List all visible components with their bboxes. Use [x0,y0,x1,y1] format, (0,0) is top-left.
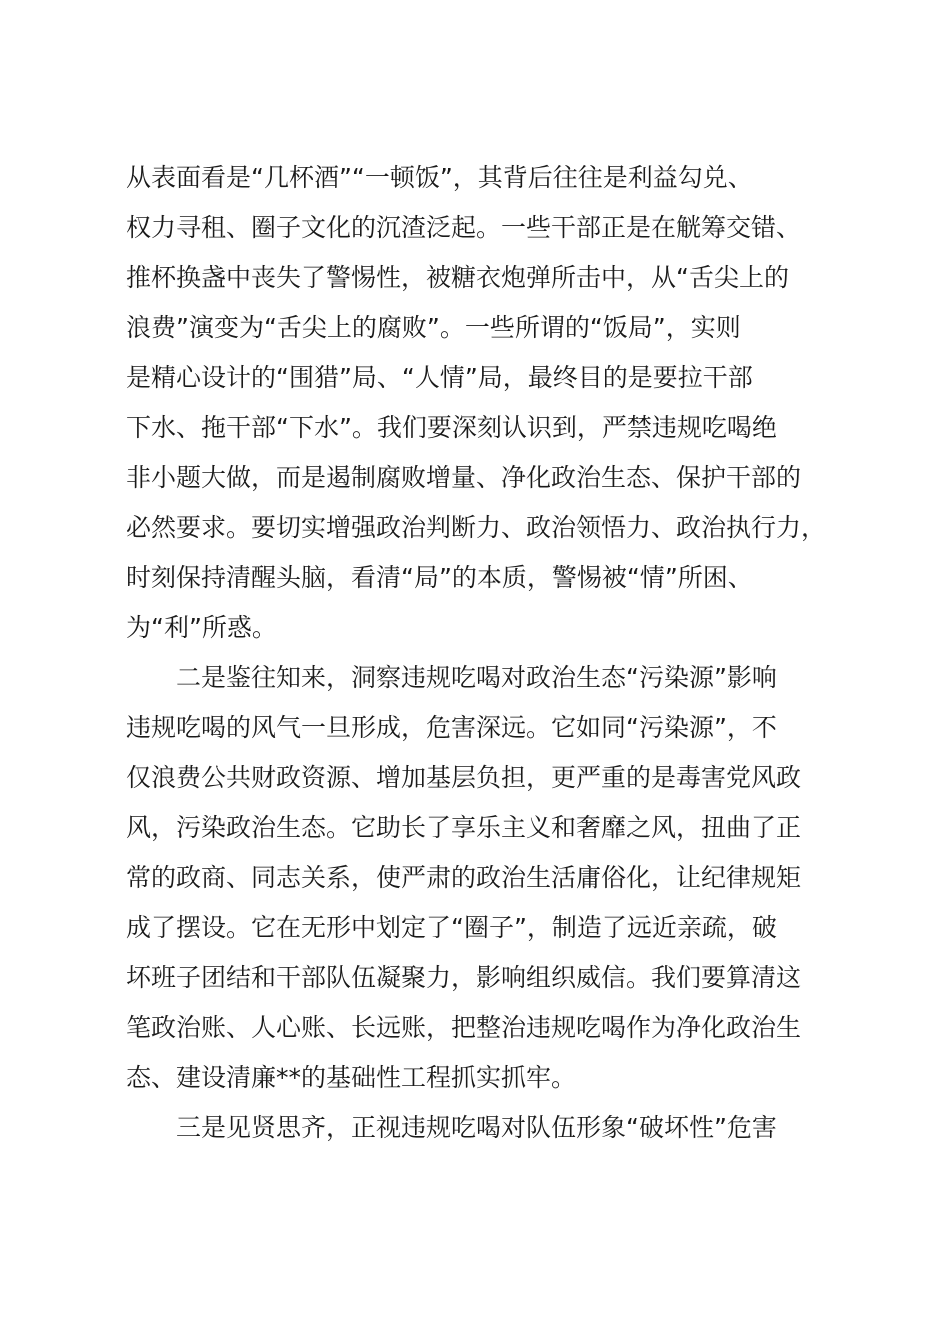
text-line: 违规吃喝的风气一旦形成，危害深远。它如同“污染源”，不 [126,713,777,742]
text-line: 笔政治账、人心账、长远账，把整治违规吃喝作为净化政治生 [126,1013,802,1042]
text-line: 为“利”所惑。 [126,613,277,642]
text-line: 仅浪费公共财政资源、增加基层负担，更严重的是毒害党风政 [126,763,802,792]
text-line: 浪费”演变为“舌尖上的腐败”。一些所谓的“饭局”，实则 [126,313,741,342]
section-heading: 三是见贤思齐，正视违规吃喝对队伍形象“破坏性”危害 [126,1113,777,1142]
text-line: 时刻保持清醒头脑，看清“局”的本质，警惕被“情”所困、 [126,563,753,592]
text-line: 下水、拖干部“下水”。我们要深刻认识到，严禁违规吃喝绝 [126,413,777,442]
body-text [126,153,866,1153]
section-heading: 二是鉴往知来，洞察违规吃喝对政治生态“污染源”影响 [126,663,777,692]
text-line: 推杯换盏中丧失了警惕性，被糖衣炮弹所击中，从“舌尖上的 [126,263,789,292]
text-line: 态、建设清廉**的基础性工程抓实抓牢。 [126,1063,577,1092]
text-line: 坏班子团结和干部队伍凝聚力，影响组织威信。我们要算清这 [126,963,802,992]
text-line: 从表面看是“几杯酒”“一顿饭”，其背后往往是利益勾兑、 [126,163,753,192]
text-line: 权力寻租、圈子文化的沉渣泛起。一些干部正是在觥筹交错、 [126,213,802,242]
text-line: 成了摆设。它在无形中划定了“圈子”，制造了远近亲疏，破 [126,913,777,942]
text-line: 常的政商、同志关系，使严肃的政治生活庸俗化，让纪律规矩 [126,863,802,892]
text-line: 非小题大做，而是遏制腐败增量、净化政治生态、保护干部的 [126,463,802,492]
text-line: 风，污染政治生态。它助长了享乐主义和奢靡之风，扭曲了正 [126,813,802,842]
text-line: 是精心设计的“围猎”局、“人情”局，最终目的是要拉干部 [126,363,753,392]
text-line: 必然要求。要切实增强政治判断力、政治领悟力、政治执行力， [126,513,827,542]
